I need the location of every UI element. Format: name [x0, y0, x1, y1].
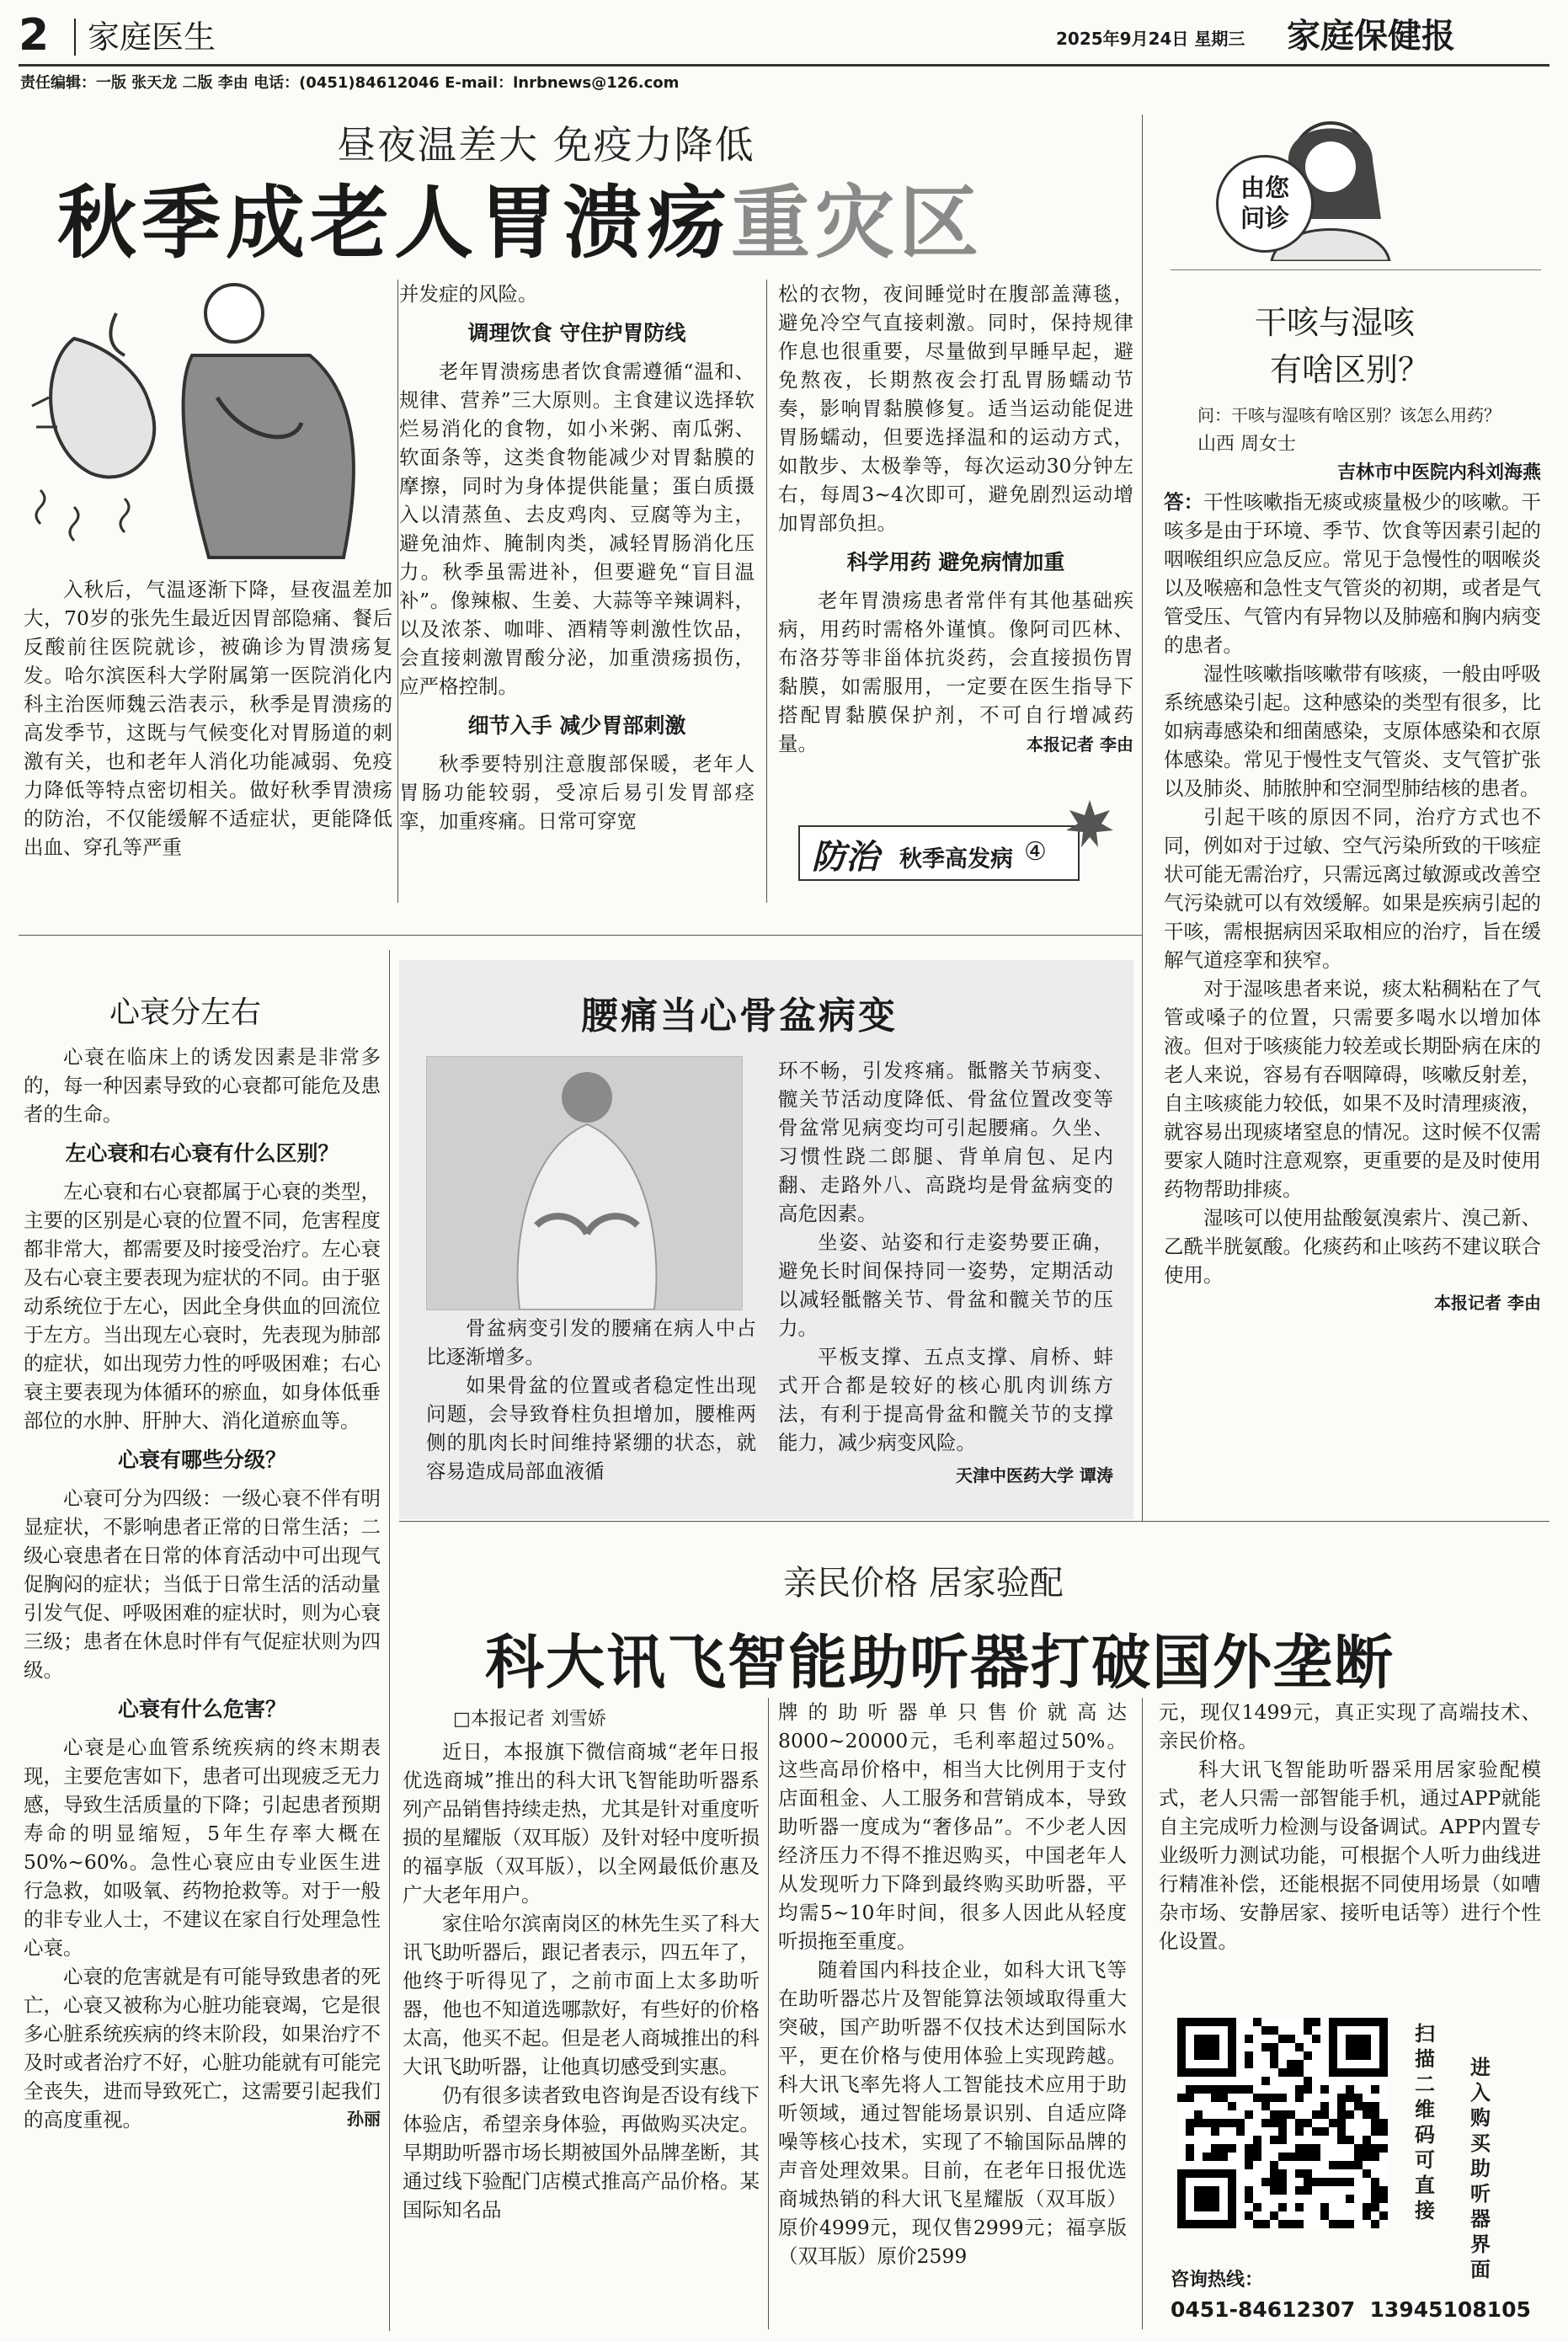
stomach-pain-illustration: [24, 280, 394, 566]
article1-col1-text: 入秋后，气温逐渐下降，昼夜温差加大，70岁的张先生最近因胃部隐痛、餐后反酸前往医院就诊，被确诊为胃溃疡复发。哈尔滨医科大学附属第一医院消化内科主治医师魏云浩表示，秋季是胃溃疡的高发季节，这既与气候变化对胃肠道的刺激有关，也和老年人消化功能减弱、免疫力降低等特点密切相关。做好秋季胃溃疡的防治，不仅能缓解不适症状，更能降低出血、穿孔等严重: [24, 578, 392, 859]
qr-module: [1371, 2220, 1379, 2228]
qr-module: [1379, 2195, 1388, 2203]
ad-c2p1: 牌的助听器单只售价就高达8000~20000元，毛利率超过50%。这些高昂价格中，相当大比例用于支付店面租金、人工服务和营销成本，导致助听器一度成为“奢侈品”。不少老人因经济压力不得不推迟购买，中国老年人从发现听力下降到最终购买助听器，平均需5~10年时间，很多人因此从轻度听损拖至重度。: [778, 1700, 1127, 1953]
qa-p2: 湿性咳嗽指咳嗽带有咳痰，一般由呼吸系统感染引起。这种感染的类型有很多，比如病毒感染和细菌感染，支原体感染和衣原体感染。常见于慢性支气管炎、支气管扩张以及肺炎、肺脓肿和空洞型肺结核的患者。: [1164, 662, 1541, 800]
qr-module: [1278, 2035, 1287, 2043]
qr-module: [1295, 2085, 1304, 2094]
qr-module: [1320, 2211, 1329, 2220]
article1-col-divider-2: [766, 280, 767, 903]
qr-module: [1371, 2153, 1379, 2161]
masthead-divider: [74, 19, 76, 56]
backpain-r3: 平板支撑、五点支撑、肩桥、蚌式开合都是较好的核心肌肉训练方法，有利于提高骨盆和髋关节的支撑能力，减少病变风险。: [778, 1345, 1113, 1454]
qr-module: [1228, 2144, 1236, 2153]
subhead-medication: 科学用药 避免病情加重: [846, 550, 1065, 574]
backpain-p1: 骨盆病变引发的腰痛在病人中占比逐渐增多。: [426, 1316, 756, 1368]
qr-module: [1371, 2085, 1379, 2094]
qr-module: [1329, 2178, 1337, 2186]
qr-module: [1270, 2110, 1278, 2119]
qr-module: [1194, 2085, 1203, 2094]
qr-module: [1270, 2060, 1278, 2068]
qr-module: [1354, 2144, 1363, 2153]
qa-badge-text: 由您问诊: [1240, 173, 1289, 232]
qr-module: [1354, 2094, 1363, 2102]
qr-module: [1363, 2211, 1371, 2220]
qr-module: [1219, 2144, 1228, 2153]
article1-col2-p1: 老年胃溃疡患者饮食需遵循“温和、规律、营养”三大原则。主食建议选择软烂易消化的食物，如小米粥、南瓜粥、软面条等，这类食物能减少对胃黏膜的摩擦，同时为身体提供能量；蛋白质摄入以清蒸鱼、去皮鸡肉、豆腐等为主，避免油炸、腌制肉类，减轻胃肠消化压力。秋季虽需进补，但要避免“盲目温补”。像辣椒、生姜、大蒜等辛辣调料，以及浓茶、咖啡、酒精等刺激性饮品，会直接刺激胃酸分泌，加重溃疡损伤，应严格控制。: [399, 360, 755, 698]
heart-p4: 心衰是心血管系统疾病的终末期表现，主要危害如下，患者可出现疲乏无力感，导致生活质量的下降；引起患者预期寿命的明显缩短，5年生存率大概在50%~60%。急性心衰应由专业医生进行急救，如吸氧、药物抢救等。对于一般的非专业人士，不建议在家自行处理急性心衰。: [24, 1736, 381, 1960]
qr-module: [1219, 2085, 1228, 2094]
qr-module: [1295, 2119, 1304, 2127]
qa-answerer: 吉林市中医院内科刘海燕: [1336, 462, 1541, 483]
qr-module: [1295, 2153, 1304, 2161]
qa-asker: 山西 周女士: [1197, 434, 1296, 455]
qa-p4: 对于湿咳患者来说，痰太粘稠粘在了气管或嗓子的位置，只需要多喝水以增加体液。但对于咳痰能力较差或长期卧病在床的老人来说，容易有吞咽障碍，咳嗽反射差，自主咳痰能力较低，如果不及时清理痰液，就容易出现痰堵窒息的情况。这时候不仅需要家人随时注意观察，更重要的是及时使用药物帮助排痰。: [1164, 977, 1541, 1201]
qr-module: [1211, 2127, 1219, 2136]
qr-module: [1371, 2186, 1379, 2195]
qr-module: [1270, 2026, 1278, 2035]
qr-module: [1186, 2153, 1194, 2161]
article1-byline: 本报记者 李由: [1027, 734, 1133, 755]
qr-module: [1346, 2220, 1354, 2228]
qr-module: [1346, 2195, 1354, 2203]
qr-module: [1245, 2211, 1253, 2220]
qr-module: [1186, 2119, 1194, 2127]
qr-module: [1287, 2068, 1295, 2077]
series-badge-number: ④: [1024, 837, 1047, 867]
qr-module: [1320, 2102, 1329, 2110]
qr-module: [1245, 2110, 1253, 2119]
qr-module: [1337, 2094, 1346, 2102]
qr-module: [1253, 2136, 1261, 2144]
qr-module: [1337, 2136, 1346, 2144]
qa-body: [1164, 401, 1541, 1314]
qr-module: [1295, 2144, 1304, 2153]
qr-module: [1287, 2153, 1295, 2161]
ad-c1p1: 近日，本报旗下微信商城“老年日报优选商城”推出的科大讯飞智能助听器系列产品销售持续走热，尤其是针对重度听损的星耀版（双耳版）及针对轻中度听损的福享版（双耳版），以全网最低价惠及广大老年用户。: [403, 1740, 760, 1907]
qr-module: [1245, 2035, 1253, 2043]
qr-module: [1270, 2136, 1278, 2144]
paper-name: 家庭保健报: [1287, 16, 1455, 56]
qr-module: [1312, 2178, 1320, 2186]
qr-module: [1329, 2220, 1337, 2228]
qa-question: [1164, 401, 1541, 459]
qr-module: [1245, 2085, 1253, 2094]
qr-module: [1295, 2043, 1304, 2051]
qr-module: [1186, 2085, 1194, 2094]
qr-module: [1337, 2110, 1346, 2119]
qr-module: [1245, 2186, 1253, 2195]
qr-module: [1371, 2127, 1379, 2136]
ad-col3: [1159, 1698, 1541, 1955]
qr-module: [1278, 2178, 1287, 2186]
article1-col-divider-1: [397, 280, 398, 903]
qr-module: [1228, 2119, 1236, 2127]
qr-module: [1211, 2085, 1219, 2094]
qr-module: [1270, 2043, 1278, 2051]
qr-module: [1186, 2127, 1194, 2136]
qr-module: [1261, 2026, 1270, 2035]
qr-module: [1312, 2144, 1320, 2153]
qr-module: [1211, 2119, 1219, 2127]
ad-reporter: □本报记者 刘雪娇: [453, 1709, 606, 1730]
qr-module: [1278, 2153, 1287, 2161]
qr-module: [1270, 2119, 1278, 2127]
qr-module: [1270, 2094, 1278, 2102]
qr-module: [1329, 2161, 1337, 2169]
qr-module: [1363, 2144, 1371, 2153]
qr-module: [1371, 2119, 1379, 2127]
qr-module: [1379, 2211, 1388, 2220]
qr-module: [1278, 2127, 1287, 2136]
qr-module: [1371, 2144, 1379, 2153]
qa-byline: 本报记者 李由: [1434, 1293, 1541, 1313]
qr-module: [1278, 2110, 1287, 2119]
qr-module: [1278, 2186, 1287, 2195]
series-badge: [798, 825, 1080, 881]
qr-module: [1304, 2026, 1312, 2035]
ad-divider-2: [1142, 1698, 1143, 2329]
qr-module: [1354, 2153, 1363, 2161]
qr-module: [1295, 2186, 1304, 2195]
qr-finder: [1194, 2186, 1219, 2211]
qr-module: [1236, 2085, 1245, 2094]
qr-module: [1320, 2178, 1329, 2186]
article1-kicker: 昼夜温差大 免疫力降低: [337, 122, 755, 168]
qa-title-line1: 干咳与湿咳: [1255, 304, 1416, 341]
ad-c2p2: 随着国内科技企业，如科大讯飞等在助听器芯片及智能算法领域取得重大突破，国产助听器不仅技术达到国际水平，更在价格与使用体验上实现跨越。科大讯飞率先将人工智能技术应用于助听领域，通过智能场景识别、自适应降噪等核心技术，实现了不输国际品牌的声音处理效果。目前，在老年日报优选商城热销的科大讯飞星耀版（双耳版）原价4999元，现仅售2999元；福享版（双耳版）原价2599: [778, 1958, 1127, 2268]
backpain-photo: [426, 1056, 743, 1310]
qr-module: [1304, 2178, 1312, 2186]
section-name: 家庭医生: [88, 19, 216, 56]
qr-module: [1245, 2153, 1253, 2161]
hotline-numbers[interactable]: 0451-84612307 13945108105: [1171, 2297, 1531, 2322]
qr-module: [1304, 2169, 1312, 2178]
qr-module: [1211, 2153, 1219, 2161]
qr-module: [1295, 2220, 1304, 2228]
article1-col2-lead: 并发症的风险。: [399, 282, 538, 306]
qa-column-divider: [1142, 115, 1143, 1521]
qr-finder: [1346, 2035, 1371, 2060]
heart-p5: 心衰的危害就是有可能导致患者的死亡，心衰又被称为心脏功能衰竭，它是很多心脏系统疾病的终末阶段，如果治疗不及时或者治疗不好，心脏功能就有可能完全丧失，进而导致死亡，这需要引起我们的高度重视。: [24, 1965, 381, 2131]
article1-col2: [399, 280, 755, 835]
hotline-label: 咨询热线：: [1171, 2270, 1264, 2291]
qr-module: [1379, 2119, 1388, 2127]
qr-module: [1304, 2077, 1312, 2085]
qr-module: [1211, 2144, 1219, 2153]
qr-module: [1270, 2211, 1278, 2220]
heart-p2: 左心衰和右心衰都属于心衰的类型，主要的区别是心衰的位置不同，危害程度都非常大，都需要及时接受治疗。左心衰及右心衰主要表现为症状的不同。由于驱动系统位于左心，因此全身供血的回流位于左方。当出现左心衰时，先表现为肺部的症状，如出现劳力性的呼吸困难；右心衰主要表现为体循环的瘀血，如身体低垂部位的水肿、肝肿大、消化道瘀血等。: [24, 1180, 381, 1432]
series-badge-big: 防治: [812, 838, 879, 877]
qr-module: [1253, 2220, 1261, 2228]
qr-module: [1270, 2186, 1278, 2195]
qr-module: [1363, 2153, 1371, 2161]
qr-module: [1363, 2102, 1371, 2110]
qr-module: [1253, 2018, 1261, 2026]
qr-module: [1253, 2153, 1261, 2161]
qr-module: [1304, 2153, 1312, 2161]
qr-module: [1371, 2203, 1379, 2211]
qr-module: [1379, 2127, 1388, 2136]
qr-module: [1346, 2094, 1354, 2102]
qr-module: [1354, 2102, 1363, 2110]
qr-module: [1245, 2161, 1253, 2169]
qr-module: [1337, 2178, 1346, 2186]
qr-module: [1261, 2178, 1270, 2186]
qr-module: [1312, 2035, 1320, 2043]
section-rule-2: [399, 1521, 1549, 1522]
qa-title-rule: [1171, 269, 1541, 270]
qr-module: [1337, 2127, 1346, 2136]
qr-module: [1371, 2110, 1379, 2119]
qr-module: [1236, 2119, 1245, 2127]
qr-module: [1346, 2178, 1354, 2186]
qa-p1-text: 干性咳嗽指无痰或痰量极少的咳嗽。干咳多是由于环境、季节、饮食等因素引起的咽喉组织应急反应。常见于急慢性的咽喉炎以及喉癌和急性支气管炎的初期，或者是气管受压、气管内有异物以及肺癌和胸内病变的患者。: [1164, 490, 1542, 657]
section-rule-1: [19, 935, 1142, 936]
qr-module: [1287, 2035, 1295, 2043]
backpain-left-text: [426, 1314, 756, 1486]
qr-module: [1295, 2060, 1304, 2068]
ad-c1p2: 家住哈尔滨南岗区的林先生买了科大讯飞助听器后，跟记者表示，四五年了，他终于听得见了，之前市面上太多助听器，他也不知道选哪款好，有些好的价格太高，他买不起。但是老人商城推出的科大讯飞助听器，让他真切感受到实惠。: [403, 1912, 760, 2078]
heart-title: 心衰分左右: [109, 995, 262, 1030]
ad-col1: [403, 1704, 760, 2224]
masthead-rule: [19, 64, 1549, 67]
subhead-diet: 调理饮食 守住护胃防线: [467, 321, 686, 345]
qr-module: [1219, 2119, 1228, 2127]
qr-module: [1337, 2102, 1346, 2110]
qr-module: [1363, 2136, 1371, 2144]
qr-module: [1219, 2094, 1228, 2102]
qr-module: [1245, 2060, 1253, 2068]
ad-title: 科大讯飞智能助听器打破国外垄断: [485, 1627, 1395, 1697]
qr-module: [1278, 2203, 1287, 2211]
qr-module: [1219, 2153, 1228, 2161]
qr-module: [1320, 2203, 1329, 2211]
qr-module: [1304, 2119, 1312, 2127]
qr-module: [1371, 2178, 1379, 2186]
qr-module: [1312, 2018, 1320, 2026]
heart-subhead-difference: 左心衰和右心衰有什么区别？: [65, 1141, 339, 1166]
qr-module: [1261, 2043, 1270, 2051]
qr-module: [1278, 2094, 1287, 2102]
qr-module: [1194, 2110, 1203, 2119]
qr-module: [1304, 2085, 1312, 2094]
qr-module: [1329, 2119, 1337, 2127]
qr-module: [1186, 2144, 1194, 2153]
qr-module: [1261, 2077, 1270, 2085]
qr-module: [1203, 2119, 1211, 2127]
qr-module: [1346, 2136, 1354, 2144]
qr-module: [1304, 2018, 1312, 2026]
article1-col3-p2: 老年胃溃疡患者常伴有其他基础疾病，用药时需格外谨慎。像阿司匹林、布洛芬等非甾体抗炎药，会直接损伤胃黏膜，如需服用，一定要在医生指导下搭配胃黏膜保护剂，不可自行增减药量。: [778, 589, 1133, 755]
qr-module: [1346, 2085, 1354, 2094]
heart-p1: 心衰在临床上的诱发因素是非常多的，每一种因素导致的心衰都可能危及患者的生命。: [24, 1045, 381, 1126]
qr-module: [1295, 2169, 1304, 2178]
qr-module: [1253, 2144, 1261, 2153]
qr-module: [1346, 2110, 1354, 2119]
ad-c3p2: 科大讯飞智能助听器采用居家验配模式，老人只需一部智能手机，通过APP就能自主完成听力检测与设备调试。APP内置专业级听力测试功能，可根据个人听力曲线进行精准补偿，还能根据不同使用场景（如嘈杂市场、安静居家、接听电话等）进行个性化设置。: [1159, 1758, 1541, 1953]
qr-module: [1211, 2094, 1219, 2102]
qr-module: [1295, 2203, 1304, 2211]
qr-module: [1270, 2169, 1278, 2178]
series-badge-small: 秋季高发病: [899, 846, 1013, 872]
qr-module: [1270, 2051, 1278, 2060]
qr-module: [1295, 2127, 1304, 2136]
heart-body: [24, 1043, 381, 2130]
backpain-r2: 坐姿、站姿和行走姿势要正确，避免长时间保持同一姿势，定期活动以减轻骶髂关节、骨盆和髋关节的压力。: [778, 1230, 1113, 1340]
backpain-r1: 环不畅，引发疼痛。骶髂关节病变、髋关节活动度降低、骨盆位置改变等骨盆常见病变均可引起腰痛。久坐、习惯性跷二郎腿、背单肩包、足内翻、走路外八、高跷均是骨盆病变的高危因素。: [778, 1059, 1113, 1225]
qr-module: [1203, 2085, 1211, 2094]
article1-title-highlight: 重灾区: [731, 177, 984, 269]
qr-module: [1245, 2051, 1253, 2060]
backpain-title: 腰痛当心骨盆病变: [581, 995, 898, 1038]
qr-module: [1287, 2220, 1295, 2228]
qr-module: [1304, 2051, 1312, 2060]
qr-module: [1261, 2220, 1270, 2228]
backpain-p2: 如果骨盆的位置或者稳定性出现问题，会导致脊柱负担增加，腰椎两侧的肌肉长时间维持紧绷的状态，就容易造成局部血液循: [426, 1374, 756, 1483]
qr-module: [1245, 2144, 1253, 2153]
qr-module: [1320, 2110, 1329, 2119]
ad-divider-1: [768, 1698, 769, 2329]
qr-module: [1304, 2144, 1312, 2153]
qr-module: [1278, 2119, 1287, 2127]
qr-module: [1287, 2060, 1295, 2068]
qr-module: [1337, 2119, 1346, 2127]
qr-module: [1261, 2102, 1270, 2110]
qr-module: [1295, 2094, 1304, 2102]
qr-module: [1228, 2102, 1236, 2110]
article1-col3: [778, 280, 1133, 755]
qr-module: [1337, 2220, 1346, 2228]
qr-module: [1363, 2203, 1371, 2211]
heart-subhead-grades: 心衰有哪些分级？: [117, 1448, 286, 1472]
qr-module: [1346, 2161, 1354, 2169]
qr-module: [1236, 2127, 1245, 2136]
qa-question-text: 问：干咳与湿咳有啥区别？该怎么用药？: [1197, 405, 1501, 425]
qr-module: [1371, 2195, 1379, 2203]
purchase-qr-code[interactable]: [1177, 2018, 1388, 2228]
qr-module: [1312, 2110, 1320, 2119]
article1-col3-p1: 松的衣物，夜间睡觉时在腹部盖薄毯，避免冷空气直接刺激。同时，保持规律作息也很重要，尽量做到早睡早起，避免熬夜，长期熬夜会打乱胃肠蠕动节奏，影响胃黏膜修复。适当运动能促进胃肠蠕动，但要选择温和的运动方式，如散步、太极拳等，每次运动30分钟左右，每周3~4次即可，避免剧烈运动增加胃部负担。: [778, 282, 1133, 535]
qr-module: [1177, 2094, 1186, 2102]
qr-module: [1363, 2110, 1371, 2119]
qr-module: [1312, 2153, 1320, 2161]
ad-c1p3: 仍有很多读者致电咨询是否设有线下体验店，希望亲身体验，再做购买决定。早期助听器市场长期被国外品牌垄断，其通过线下验配门店模式推高产品价格。某国际知名品: [403, 2083, 760, 2222]
heart-byline: 孙丽: [347, 2109, 381, 2129]
article1-title-main: 秋季成老人胃溃疡: [57, 177, 732, 269]
heart-p3: 心衰可分为四级：一级心衰不伴有明显症状，不影响患者正常的日常生活；二级心衰患者在日常的体育活动中可出现气促胸闷的症状；当低于日常生活的活动量引发气促、呼吸困难的症状时，则为心衰三级；患者在休息时伴有气促症状则为四级。: [24, 1486, 381, 1682]
backpain-byline: 天津中医药大学 谭涛: [956, 1465, 1113, 1486]
backpain-right-text: [778, 1056, 1113, 1486]
qa-badge: [1216, 155, 1314, 253]
qr-module: [1261, 2094, 1270, 2102]
ad-col2: [778, 1698, 1127, 2270]
qr-caption-2: 进入购买助听器界面: [1470, 2055, 1491, 2281]
qr-module: [1278, 2220, 1287, 2228]
qr-module: [1354, 2161, 1363, 2169]
qr-module: [1245, 2195, 1253, 2203]
qr-module: [1278, 2169, 1287, 2178]
qr-module: [1287, 2110, 1295, 2119]
page-number: 2: [19, 10, 50, 61]
qr-module: [1320, 2127, 1329, 2136]
qr-module: [1278, 2136, 1287, 2144]
qa-answer-label: 答：: [1164, 490, 1204, 514]
qr-module: [1320, 2085, 1329, 2094]
article1-title: [57, 177, 984, 269]
editors-line: 责任编辑：一版 张天龙 二版 李由 电话：(0451)84612046 E-mail：lnrbnews@126.com: [20, 74, 680, 92]
ad-c3p1: 元，现仅1499元，真正实现了高端技术、亲民价格。: [1159, 1700, 1541, 1752]
qr-module: [1253, 2094, 1261, 2102]
article1-col2-p2: 秋季要特别注意腹部保暖，老年人胃肠功能较弱，受凉后易引发胃部痉挛，加重疼痛。日常可穿宽: [399, 752, 755, 833]
qr-module: [1295, 2068, 1304, 2077]
qr-module: [1194, 2119, 1203, 2127]
qr-module: [1379, 2144, 1388, 2153]
qr-module: [1253, 2203, 1261, 2211]
qr-module: [1203, 2153, 1211, 2161]
qa-title-line2: 有啥区别？: [1270, 351, 1431, 388]
qr-module: [1278, 2068, 1287, 2077]
heart-divider: [389, 950, 390, 2331]
issue-date: 2025年9月24日 星期三: [1056, 29, 1245, 49]
qr-module: [1363, 2169, 1371, 2178]
qr-module: [1270, 2178, 1278, 2186]
qa-p3: 引起干咳的原因不同，治疗方式也不同，例如对于过敏、空气污染所致的干咳症状可能无需治疗，只需远离过敏源或改善空气污染就可以有效缓解。如果是疾病引起的干咳，需根据病因采取相应的治疗，旨在缓解气道痉挛和狭窄。: [1164, 805, 1541, 972]
qr-module: [1312, 2127, 1320, 2136]
qr-module: [1371, 2102, 1379, 2110]
qr-module: [1228, 2085, 1236, 2094]
maple-leaf-icon: [1063, 797, 1117, 851]
qr-module: [1337, 2161, 1346, 2169]
qr-module: [1261, 2119, 1270, 2127]
qr-module: [1379, 2186, 1388, 2195]
qr-module: [1304, 2186, 1312, 2195]
qa-p1: [1164, 488, 1541, 659]
qr-finder: [1194, 2035, 1219, 2060]
heart-subhead-harm: 心衰有什么危害？: [117, 1697, 286, 1721]
ad-kicker: 亲民价格 居家验配: [783, 1564, 1064, 1603]
qr-caption-1: 扫描二维码可直接: [1415, 2021, 1435, 2222]
subhead-details: 细节入手 减少胃部刺激: [467, 713, 686, 738]
qa-p5: 湿咳可以使用盐酸氨溴索片、溴己新、乙酰半胱氨酸。化痰药和止咳药不建议联合使用。: [1164, 1206, 1541, 1287]
qr-module: [1270, 2161, 1278, 2169]
qr-module: [1186, 2094, 1194, 2102]
